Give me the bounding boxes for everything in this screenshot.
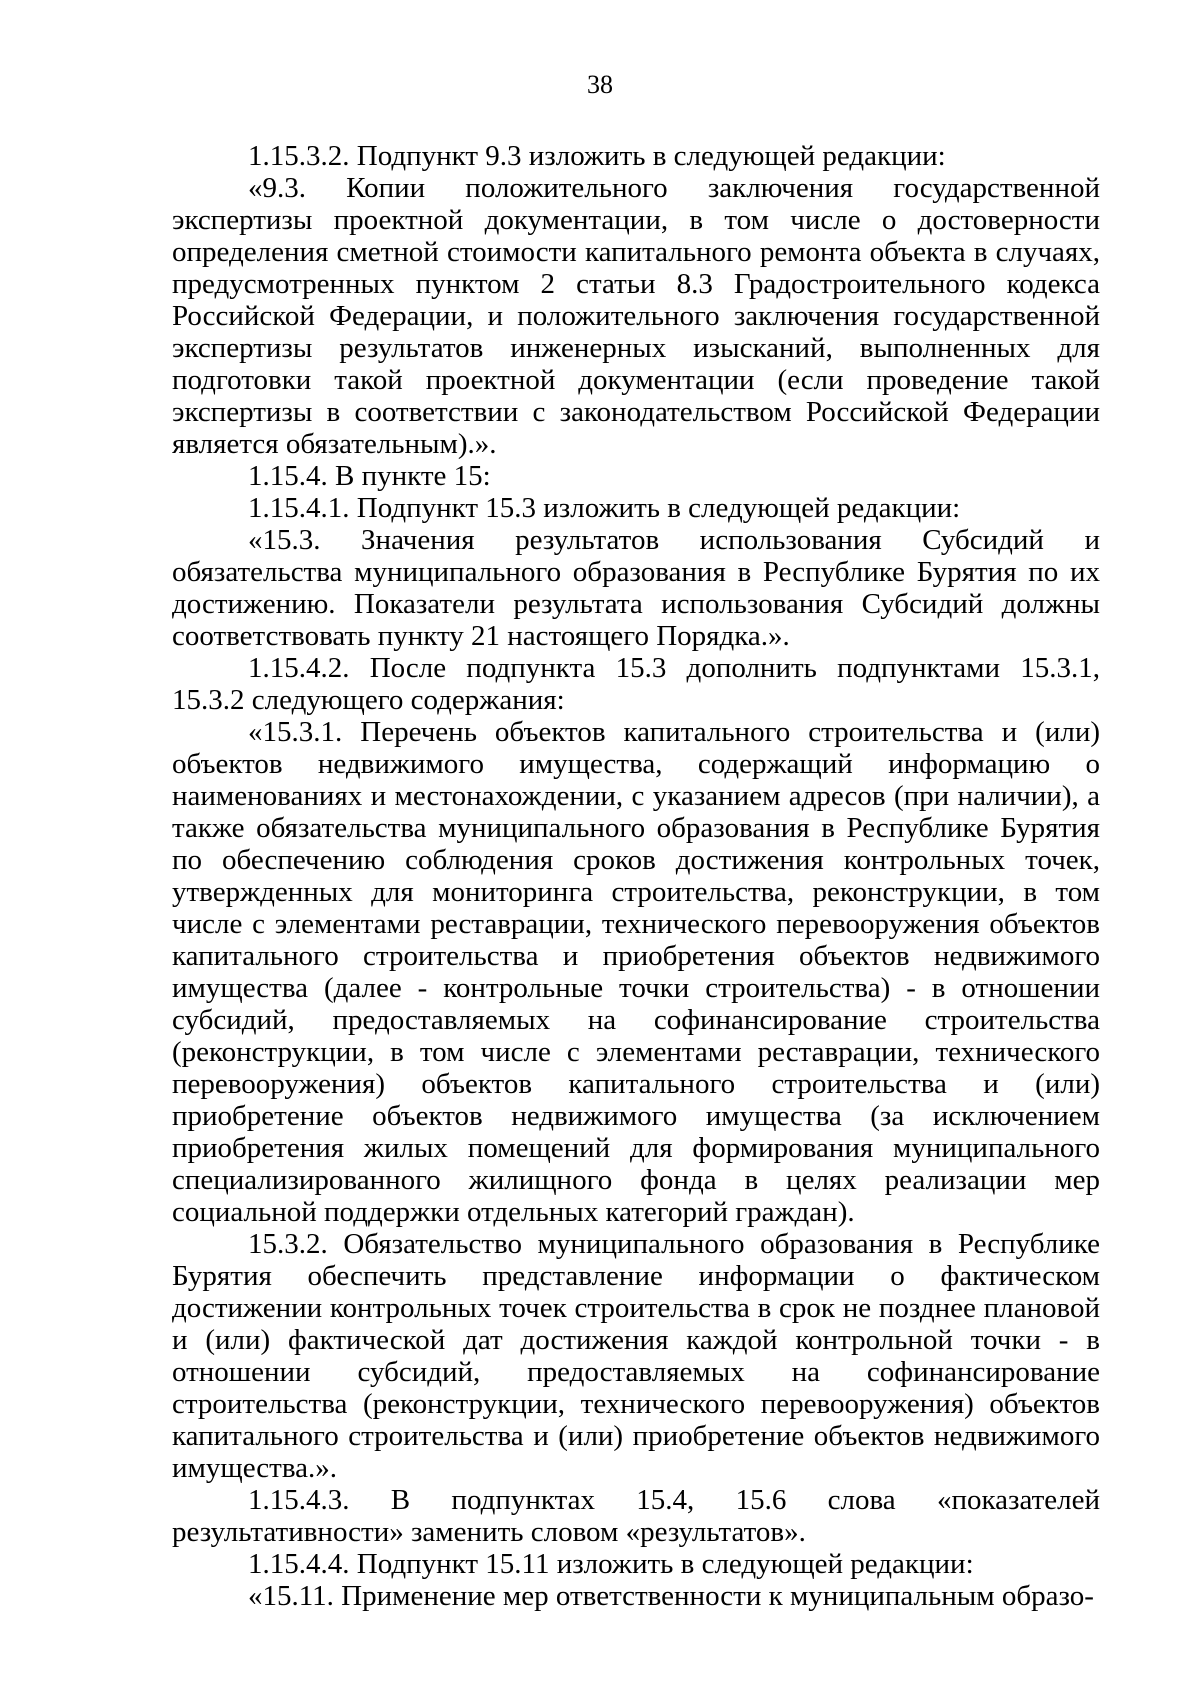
document-body [172,140,1100,1612]
paragraph-1.15.4.2: 1.15.4.2. После подпункта 15.3 дополнить подпунктами 15.3.1, 15.3.2 следующего содержания: [172,652,1100,716]
paragraph-15.11-quote: «15.11. Применение мер ответственности к муниципальным образо- [248,1580,1094,1612]
paragraph-15.3.2: 15.3.2. Обязательство муниципального образования в Республике Бурятия обеспечить представление информации о фактическом достижении контрольных точек строительства в срок не позднее плановой и (или) фактической дат достижения каждой контрольной точки - в отношении субсидий, предоставляемых на софинансирование строительства (реконструкции, технического перевооружения) объектов капитального строительства и (или) приобретение объектов недвижимого имущества.». [172,1228,1100,1484]
paragraph-1.15.4.4: 1.15.4.4. Подпункт 15.11 изложить в следующей редакции: [248,1548,974,1580]
paragraph-1.15.4: 1.15.4. В пункте 15: [248,460,491,492]
paragraph-1.15.4.1: 1.15.4.1. Подпункт 15.3 изложить в следующей редакции: [248,492,961,524]
paragraph-15.3.1-quote: «15.3.1. Перечень объектов капитального строительства и (или) объектов недвижимого имущества, содержащий информацию о наименованиях и местонахождении, с указанием адресов (при наличии), а также обязательства муниципального образования в Республике Бурятия по обеспечению соблюдения сроков достижения контрольных точек, утвержденных для мониторинга строительства, реконструкции, в том числе с элементами реставрации, технического перевооружения объектов капитального строительства и приобретения объектов недвижимого имущества (далее - контрольные точки строительства) - в отношении субсидий, предоставляемых на софинансирование строительства (реконструкции, в том числе с элементами реставрации, технического перевооружения) объектов капитального строительства и (или) приобретение объектов недвижимого имущества (за исключением приобретения жилых помещений для формирования муниципального специализированного жилищного фонда в целях реализации мер социальной поддержки отдельных категорий граждан). [172,716,1100,1228]
paragraph-9.3-quote: «9.3. Копии положительного заключения государственной экспертизы проектной документации, в том числе о достоверности определения сметной стоимости капитального ремонта объекта в случаях, предусмотренных пунктом 2 статьи 8.3 Градостроительного кодекса Российской Федерации, и положительного заключения государственной экспертизы результатов инженерных изысканий, выполненных для подготовки такой проектной документации (если проведение такой экспертизы в соответствии с законодательством Российской Федерации является обязательным).». [172,172,1100,460]
page-number: 38 [587,70,613,99]
paragraph-15.3-quote: «15.3. Значения результатов использования Субсидий и обязательства муниципального образования в Республике Бурятия по их достижению. Показатели результата использования Субсидий должны соответствовать пункту 21 настоящего Порядка.». [172,524,1100,652]
paragraph-1.15.3.2: 1.15.3.2. Подпункт 9.3 изложить в следующей редакции: [248,140,946,172]
paragraph-1.15.4.3: 1.15.4.3. В подпунктах 15.4, 15.6 слова «показателей результативности» заменить словом «результатов». [172,1484,1100,1548]
